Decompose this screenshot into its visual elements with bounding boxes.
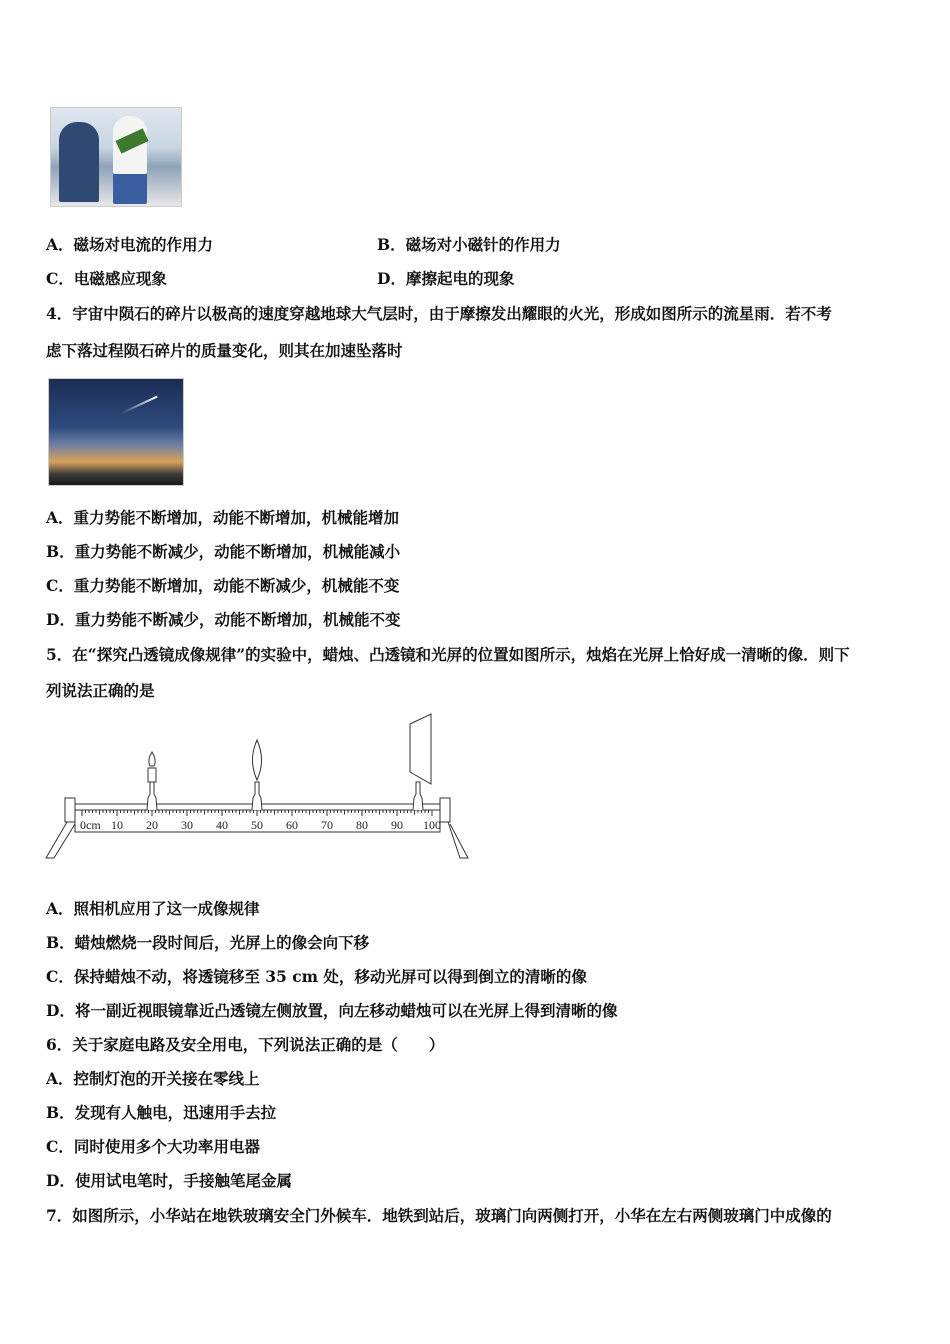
- q3-option-a: A．磁场对电流的作用力: [46, 235, 214, 254]
- ruler-label: 40: [216, 818, 228, 832]
- convex-lens: [252, 740, 262, 810]
- q5-option-c: C．保持蜡烛不动，将透镜移至 35 cm 处，移动光屏可以得到倒立的清晰的像: [46, 967, 587, 986]
- ruler-label: 90: [391, 818, 403, 832]
- ruler-label: 60: [286, 818, 298, 832]
- q6-option-d: D．使用试电笔时，手接触笔尾金属: [46, 1171, 292, 1190]
- q7-stem-line1: 7．如图所示，小华站在地铁玻璃安全门外候车．地铁到站后，玻璃门向两侧打开，小华在左右两侧玻璃门中成像的: [46, 1206, 832, 1225]
- ruler-label: 50: [251, 818, 263, 832]
- q5-stem-line1: 5．在“探究凸透镜成像规律”的实验中，蜡烛、凸透镜和光屏的位置如图所示，烛焰在光屏上恰好成一清晰的像．则下: [46, 645, 850, 664]
- ruler-label: 70: [321, 818, 333, 832]
- q6-option-c: C．同时使用多个大功率用电器: [46, 1137, 260, 1156]
- light-screen: [410, 714, 431, 810]
- q3-option-d: D．摩擦起电的现象: [377, 269, 515, 288]
- q4-stem-line1: 4．宇宙中陨石的碎片以极高的速度穿越地球大气层时，由于摩擦发出耀眼的火光，形成如图所示的流星雨．若不考: [46, 304, 832, 323]
- q5-option-d: D．将一副近视眼镜靠近凸透镜左侧放置，向左移动蜡烛可以在光屏上得到清晰的像: [46, 1001, 618, 1020]
- q4-stem-line2: 虑下落过程陨石碎片的质量变化，则其在加速坠落时: [46, 341, 403, 360]
- q5-option-a: A．照相机应用了这一成像规律: [46, 899, 260, 918]
- q4-option-d: D．重力势能不断减少，动能不断增加，机械能不变: [46, 610, 401, 629]
- ruler-label: 30: [181, 818, 193, 832]
- q4-option-b: B．重力势能不断减少，动能不断增加，机械能减小: [46, 542, 401, 561]
- ruler-label: 10: [111, 818, 123, 832]
- optical-bench-diagram: [40, 710, 480, 870]
- ruler-label: 0cm: [80, 818, 101, 832]
- q4-option-a: A．重力势能不断增加，动能不断增加，机械能增加: [46, 508, 400, 527]
- meteor-shower-photo: [48, 378, 184, 486]
- q6-stem: 6．关于家庭电路及安全用电，下列说法正确的是（ ）: [46, 1035, 445, 1054]
- q6-option-b: B．发现有人触电，迅速用手去拉: [46, 1103, 277, 1122]
- ruler-label: 100: [423, 818, 441, 832]
- q5-stem-line2: 列说法正确的是: [46, 681, 155, 700]
- candle: [147, 752, 157, 810]
- q3-option-b: B．磁场对小磁针的作用力: [377, 235, 561, 254]
- ruler-label: 80: [356, 818, 368, 832]
- security-check-photo: [50, 107, 182, 207]
- q5-option-b: B．蜡烛燃烧一段时间后，光屏上的像会向下移: [46, 933, 370, 952]
- ruler-label: 20: [146, 818, 158, 832]
- q3-option-c: C．电磁感应现象: [46, 269, 167, 288]
- q6-option-a: A．控制灯泡的开关接在零线上: [46, 1069, 260, 1088]
- q4-option-c: C．重力势能不断增加，动能不断减少，机械能不变: [46, 576, 400, 595]
